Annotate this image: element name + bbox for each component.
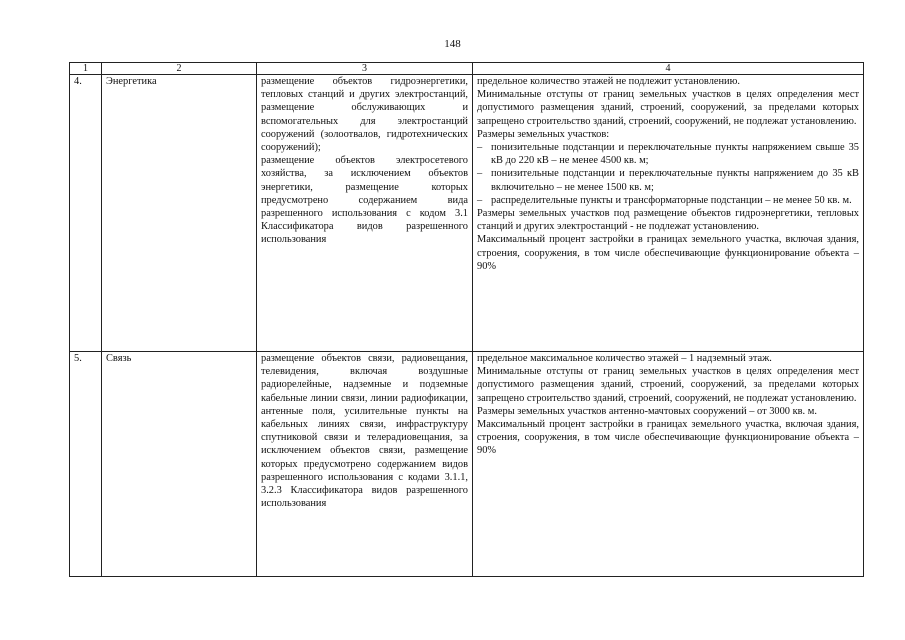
- land-use-table: [69, 62, 864, 577]
- use-paragraph: размещение объектов связи, радиовещания, телевидения, включая воздушные радиорелейные, надземные и подземные кабельные линии связи, линии радиофикации, антенные поля, усилительные пункты на кабельных линиях связи, инфраструктуру спутниковой связи и телерадиовещания, за исключением объектов связи, размещение которых предусмотрено содержанием видов разрешенного использования с кодами 3.1.1, 3.2.3 Классификатора видов разрешенного использования: [261, 353, 468, 510]
- activity-name: Связь: [102, 352, 257, 577]
- list-item: – понизительные подстанции и переключательные пункты напряжением до 35 кВ включительно – не менее 1500 кв. м;: [477, 168, 859, 193]
- header-row: [70, 63, 864, 75]
- page-number: 148: [444, 38, 461, 50]
- header-col-3: 3: [257, 63, 473, 75]
- parameter-paragraph: Размеры земельных участков:: [477, 128, 610, 140]
- use-paragraph: размещение объектов гидроэнергетики, тепловых станций и других электростанций, размещение обслуживающих и вспомогательных для электростанций сооружений (золоотвалов, гидротехнических сооружений);: [261, 76, 468, 154]
- list-item: – понизительные подстанции и переключательные пункты напряжением свыше 35 кВ до 220 кВ – не менее 4500 кв. м;: [477, 142, 859, 167]
- parameter-paragraph: Максимальный процент застройки в границах земельного участка, включая здания, строения, сооружения, в том числе обеспечивающие функционирование объекта – 90%: [477, 234, 859, 272]
- parameter-paragraph: Минимальные отступы от границ земельных участков в целях определения мест допустимого размещения зданий, строений, сооружений, за пределами которых запрещено строительство зданий, строений, сооружений, не подлежат установлению.: [477, 89, 859, 127]
- parameter-paragraph: Размеры земельных участков под размещение объектов гидроэнергетики, тепловых станций и других электростанций - не подлежат установлению.: [477, 208, 859, 233]
- header-col-4: 4: [473, 63, 864, 75]
- parameters-cell: [473, 75, 864, 352]
- parameter-paragraph: Минимальные отступы от границ земельных участков в целях определения мест допустимого размещения зданий, строений, сооружений, за пределами которых запрещено строительство зданий, строений, сооружений, не подлежат установлению.: [477, 366, 859, 404]
- row-number: 4.: [70, 75, 102, 352]
- activity-name: Энергетика: [102, 75, 257, 352]
- use-paragraph: размещение объектов электросетевого хозяйства, за исключением объектов энергетики, размещение которых предусмотрено содержанием вида разрешенного использования с кодом 3.1 Классификатора видов разрешенного использования: [261, 155, 468, 246]
- list-item: – распределительные пункты и трансформаторные подстанции – не менее 50 кв. м.: [477, 194, 852, 206]
- parameter-paragraph: предельное количество этажей не подлежит установлению.: [477, 76, 740, 87]
- parameter-paragraph: Размеры земельных участков антенно-мачтовых сооружений – от 3000 кв. м.: [477, 405, 817, 417]
- table-row: [70, 75, 864, 352]
- parameter-paragraph: предельное максимальное количество этажей – 1 надземный этаж.: [477, 353, 772, 364]
- table-row: [70, 352, 864, 577]
- parameters-cell: [473, 352, 864, 577]
- header-col-2: 2: [102, 63, 257, 75]
- permitted-use-description: [257, 75, 473, 352]
- header-col-1: 1: [70, 63, 102, 75]
- permitted-use-description: [257, 352, 473, 577]
- parameter-paragraph: Максимальный процент застройки в границах земельного участка, включая здания, строения, сооружения, в том числе обеспечивающие функционирование объекта – 90%: [477, 419, 859, 457]
- row-number: 5.: [70, 352, 102, 577]
